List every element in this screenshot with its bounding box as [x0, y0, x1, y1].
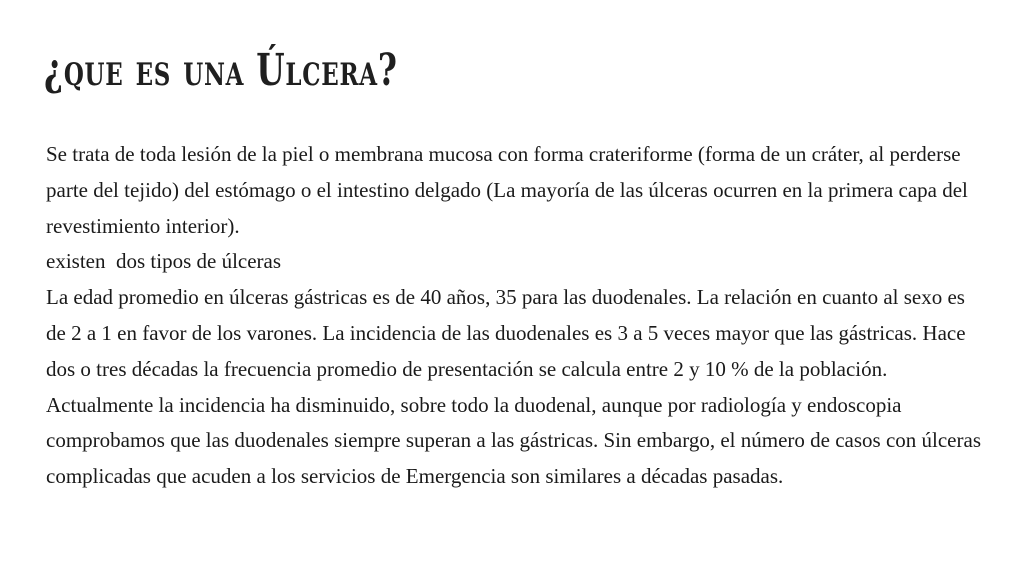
paragraph-epidemiology: La edad promedio en úlceras gástricas es de 40 años, 35 para las duodenales. La relación en cuanto al sexo es de 2 a 1 en favor de los varones. La incidencia de las duodenales es 3 a 5 veces mayor que las gástricas. Hace dos o tres décadas la frecuencia promedio de presentación se calcula entre 2 y 10 % de la población. Actualmente la incidencia ha disminuido, sobre todo la duodenal, aunque por radiología y endoscopia comprobamos que las duodenales siempre superan a las gástricas. Sin embargo, el número de casos con úlceras complicadas que acuden a los servicios de Emergencia son similares a décadas pasadas.	[46, 285, 981, 489]
slide-title: ¿que es una Úlcera?	[44, 45, 398, 96]
slide-body	[46, 137, 986, 495]
paragraph-definition: Se trata de toda lesión de la piel o membrana mucosa con forma crateriforme (forma de un cráter, al perderse parte del tejido) del estómago o el intestino delgado (La mayoría de las úlceras ocurren en la primera capa del revestimiento interior).	[46, 142, 968, 238]
paragraph-types: existen dos tipos de úlceras	[46, 249, 282, 274]
